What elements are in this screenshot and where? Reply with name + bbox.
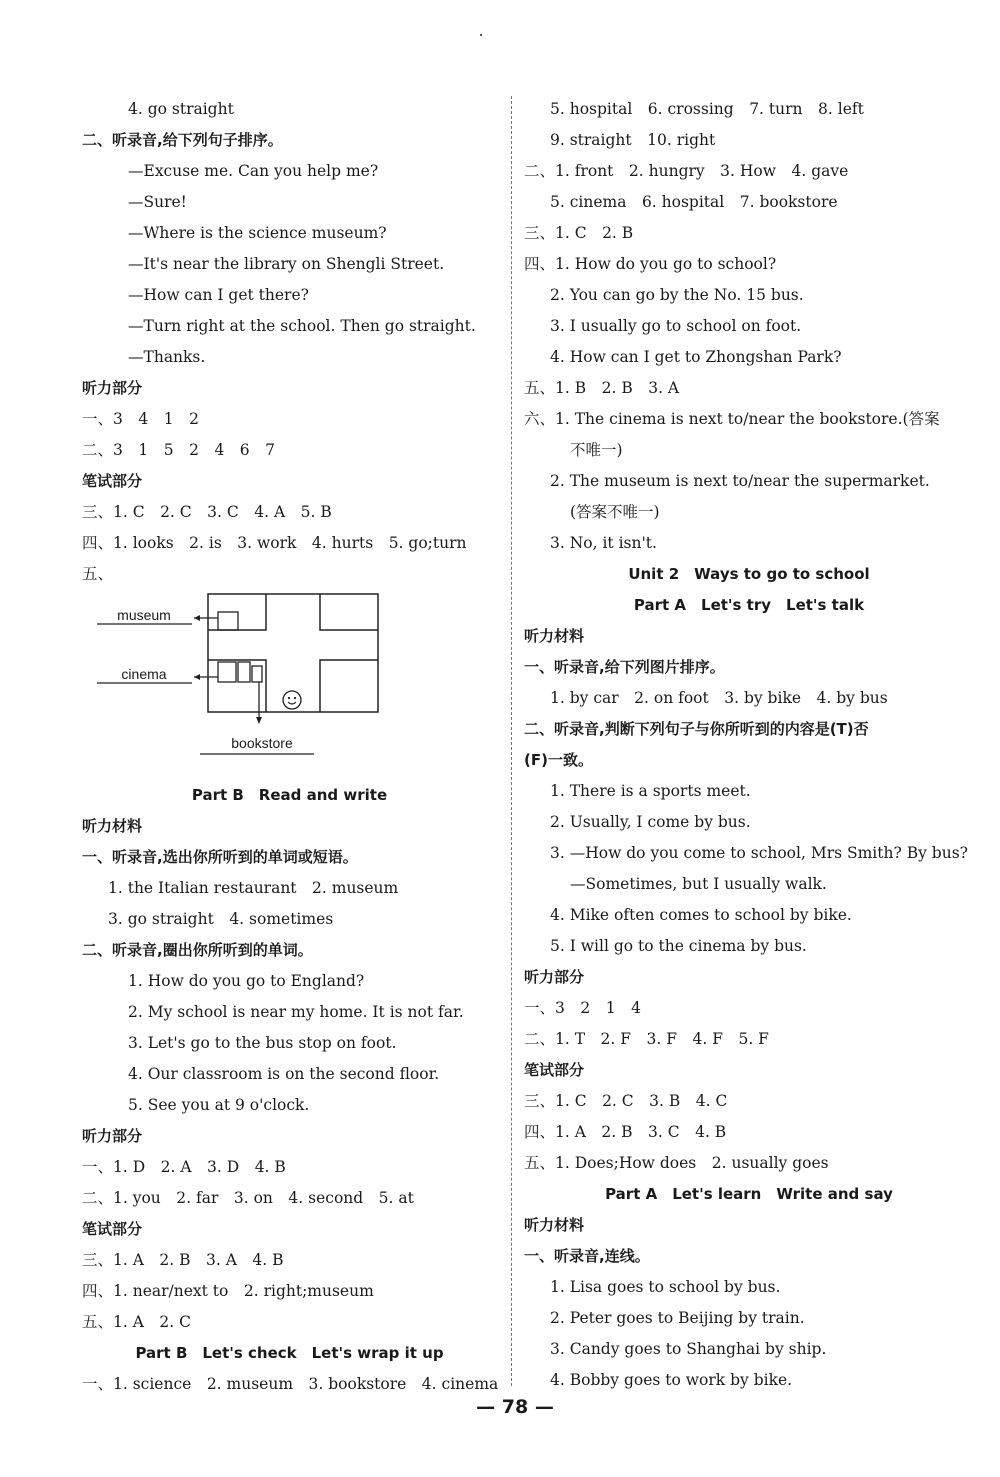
block-top-right [320,594,378,630]
answer-line: 一、1. D 2. A 3. D 4. B [82,1158,286,1176]
answer-line: 二、听录音,判断下列句子与你所听到的内容是(T)否 [524,720,869,738]
answer-line: 五、 [82,565,114,583]
answer-line: 2. My school is near my home. It is not far. [128,1003,464,1021]
stray-dot [480,34,482,36]
answer-line: 四、1. near/next to 2. right;museum [82,1282,374,1300]
building-bookstore [252,666,262,682]
answer-line: 二、听录音,圈出你所听到的单词。 [82,941,313,959]
answer-line: Unit 2 Ways to go to school [628,565,870,583]
answer-line: Part B Let's check Let's wrap it up [135,1344,444,1362]
museum-arrow-head [194,615,200,621]
answer-line: 一、听录音,连线。 [524,1247,650,1265]
answer-line: 3. go straight 4. sometimes [108,910,334,928]
answer-line: 一、3 4 1 2 [82,410,199,428]
answer-line: 4. How can I get to Zhongshan Park? [550,348,842,366]
answer-line: 二、1. front 2. hungry 3. How 4. gave [524,162,849,180]
answer-line: 二、听录音,给下列句子排序。 [82,131,283,149]
answer-line: (F)一致。 [524,751,593,769]
bookstore-arrow-head [256,717,262,724]
page-number: — 78 — [476,1396,554,1418]
answer-line: 三、1. C 2. C 3. B 4. C [524,1092,728,1110]
map-diagram [82,590,497,780]
answer-line: 五、1. A 2. C [82,1313,191,1331]
answer-line: —Sure! [128,193,187,211]
answer-line: 六、1. The cinema is next to/near the bookstore.(答案 [524,410,940,428]
cinema-label: cinema [121,666,167,682]
answer-line: 1. Lisa goes to school by bus. [550,1278,781,1296]
building-cinema [218,662,236,682]
answer-line: 2. You can go by the No. 15 bus. [550,286,804,304]
answer-line: 听力部分 [82,1127,143,1145]
answer-line: 9. straight 10. right [550,131,716,149]
answer-line: 三、1. C 2. B [524,224,634,242]
bookstore-label: bookstore [231,735,293,751]
left-column [82,94,497,1400]
answer-line: 四、1. How do you go to school? [524,255,777,273]
answer-line: 3. No, it isn't. [550,534,657,552]
answer-line: 笔试部分 [82,472,143,490]
building-museum [218,612,238,630]
answer-line: —Thanks. [128,348,206,366]
answer-line: 一、3 2 1 4 [524,999,641,1017]
answer-line: 1. How do you go to England? [128,972,365,990]
answer-line: 五、1. Does;How does 2. usually goes [524,1154,829,1172]
answer-line: —Excuse me. Can you help me? [128,162,379,180]
answer-line: Part A Let's learn Write and say [605,1185,893,1203]
answer-line: (答案不唯一) [570,503,660,521]
answer-line: 二、1. T 2. F 3. F 4. F 5. F [524,1030,769,1048]
answer-line: 3. Let's go to the bus stop on foot. [128,1034,397,1052]
answer-line: 5. See you at 9 o'clock. [128,1096,310,1114]
answer-line: 4. Our classroom is on the second floor. [128,1065,440,1083]
answer-line: 2. Peter goes to Beijing by train. [550,1309,805,1327]
smiley-face-icon [283,691,301,709]
answer-line: 二、3 1 5 2 4 6 7 [82,441,276,459]
answer-line: 1. by car 2. on foot 3. by bike 4. by bus [550,689,888,707]
answer-line: 3. Candy goes to Shanghai by ship. [550,1340,827,1358]
answer-line: Part B Read and write [191,786,388,804]
answer-line: 三、1. C 2. C 3. C 4. A 5. B [82,503,332,521]
answer-line: —Sometimes, but I usually walk. [570,875,827,893]
answer-line: 四、1. looks 2. is 3. work 4. hurts 5. go;turn [82,534,467,552]
answer-line: —Where is the science museum? [128,224,387,242]
answer-line: 4. Mike often comes to school by bike. [550,906,852,924]
answer-line: 不唯一) [570,441,623,459]
answer-line: 听力部分 [524,968,585,986]
answer-line: 4. go straight [128,100,234,118]
answer-line: 1. There is a sports meet. [550,782,751,800]
answer-line: 5. I will go to the cinema by bus. [550,937,807,955]
answer-line: 3. I usually go to school on foot. [550,317,802,335]
cinema-arrow-head [194,674,200,680]
answer-line: 三、1. A 2. B 3. A 4. B [82,1251,284,1269]
answer-line: 5. cinema 6. hospital 7. bookstore [550,193,838,211]
answer-line: 听力材料 [524,1216,585,1234]
map-figure [82,590,497,780]
answer-line: 3. —How do you come to school, Mrs Smith? By bus? [550,844,968,862]
answer-line: 一、听录音,给下列图片排序。 [524,658,725,676]
block-bottom-right [320,660,378,712]
answer-line: 笔试部分 [82,1220,143,1238]
answer-line: 一、1. science 2. museum 3. bookstore 4. cinema [82,1375,499,1393]
answer-line: 4. Bobby goes to work by bike. [550,1371,793,1389]
answer-line: 听力部分 [82,379,143,397]
answer-line: 1. the Italian restaurant 2. museum [108,879,399,897]
answer-line: —Turn right at the school. Then go straight. [128,317,476,335]
answer-line: 2. The museum is next to/near the supermarket. [550,472,930,490]
answer-line: 听力材料 [524,627,585,645]
answer-line: —How can I get there? [128,286,309,304]
answer-line: 听力材料 [82,817,143,835]
answer-line: 5. hospital 6. crossing 7. turn 8. left [550,100,864,118]
answer-line: 二、1. you 2. far 3. on 4. second 5. at [82,1189,414,1207]
building-small [238,662,250,682]
museum-label: museum [117,607,171,623]
answer-line: 一、听录音,选出你所听到的单词或短语。 [82,848,358,866]
right-column [524,94,974,1396]
answer-line: 2. Usually, I come by bus. [550,813,751,831]
answer-line: Part A Let's try Let's talk [633,596,865,614]
left-lines-bottom [82,780,497,1400]
answer-line: 笔试部分 [524,1061,585,1079]
column-divider [511,96,512,1386]
left-lines-top [82,94,497,590]
answer-line: 四、1. A 2. B 3. C 4. B [524,1123,727,1141]
answer-line: 五、1. B 2. B 3. A [524,379,680,397]
block-bottom-left [208,660,266,712]
answer-line: —It's near the library on Shengli Street. [128,255,445,273]
